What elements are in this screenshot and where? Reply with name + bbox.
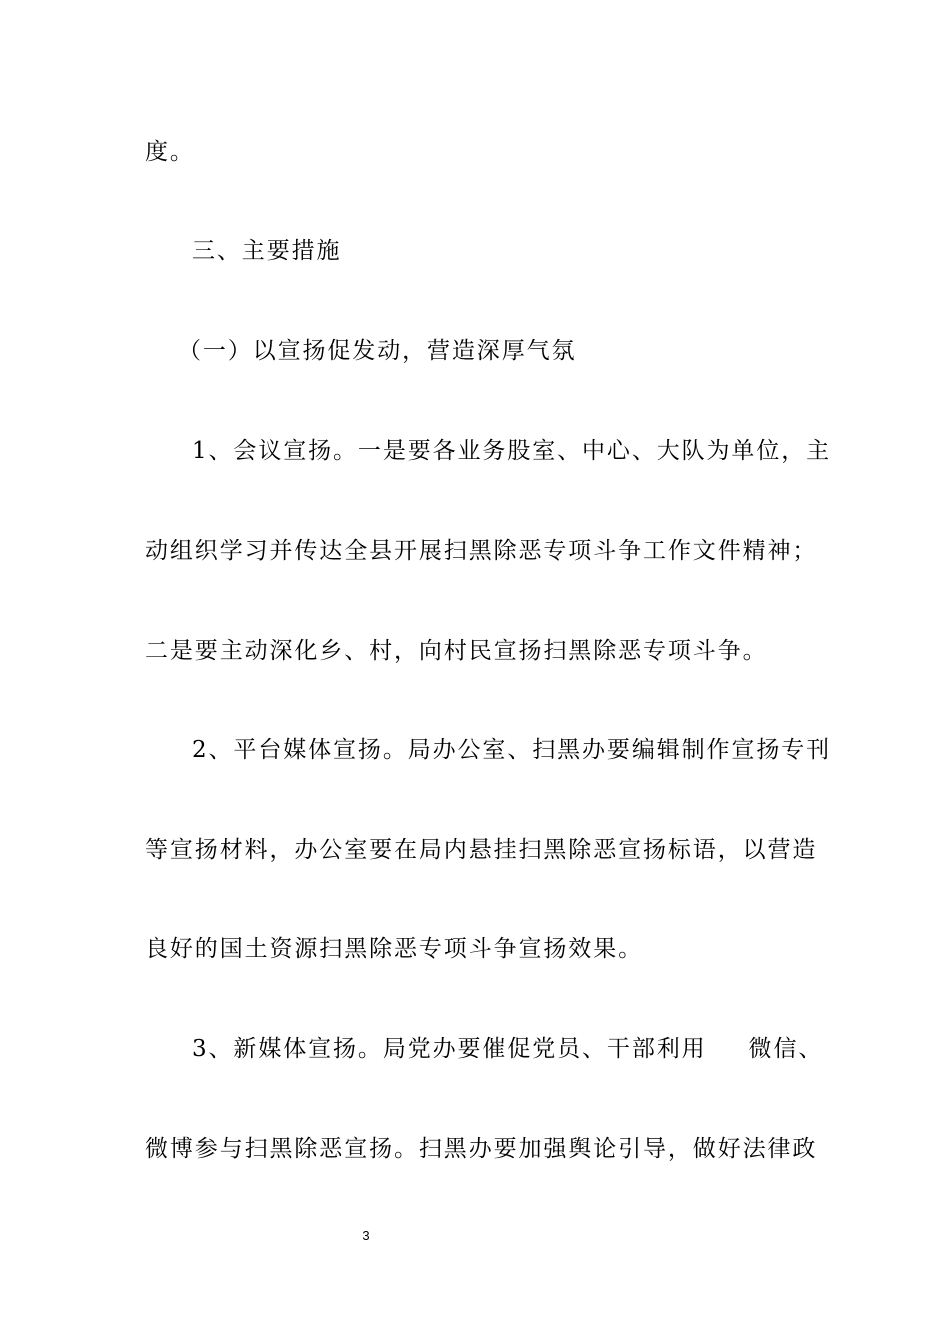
paragraph-line: 1、会议宣扬。一是要各业务股室、中心、大队为单位，主 — [192, 438, 832, 464]
section-heading: 三、主要措施 — [192, 238, 342, 264]
paragraph-line: 二是要主动深化乡、村，向村民宣扬扫黑除恶专项斗争。 — [145, 638, 768, 664]
paragraph-line: 良好的国土资源扫黑除恶专项斗争宣扬效果。 — [145, 936, 643, 962]
page-number: 3 — [362, 1228, 370, 1243]
paragraph-line: 2、平台媒体宣扬。局办公室、扫黑办要编辑制作宣扬专刊 — [192, 737, 832, 763]
paragraph-line: 动组织学习并传达全县开展扫黑除恶专项斗争工作文件精神； — [145, 538, 818, 564]
paragraph-line — [192, 1034, 862, 1064]
subsection-heading: （一）以宣扬促发动，营造深厚气氛 — [178, 338, 577, 364]
paragraph-line-segment: 微信、 — [748, 1036, 824, 1062]
paragraph-line-segment: 3、新媒体宣扬。局党办要催促党员、干部利用 — [192, 1036, 707, 1062]
paragraph-line: 度。 — [145, 139, 195, 165]
paragraph-line: 等宣扬材料，办公室要在局内悬挂扫黑除恶宣扬标语，以营造 — [145, 837, 818, 863]
paragraph-line: 微博参与扫黑除恶宣扬。扫黑办要加强舆论引导，做好法律政 — [145, 1136, 818, 1162]
